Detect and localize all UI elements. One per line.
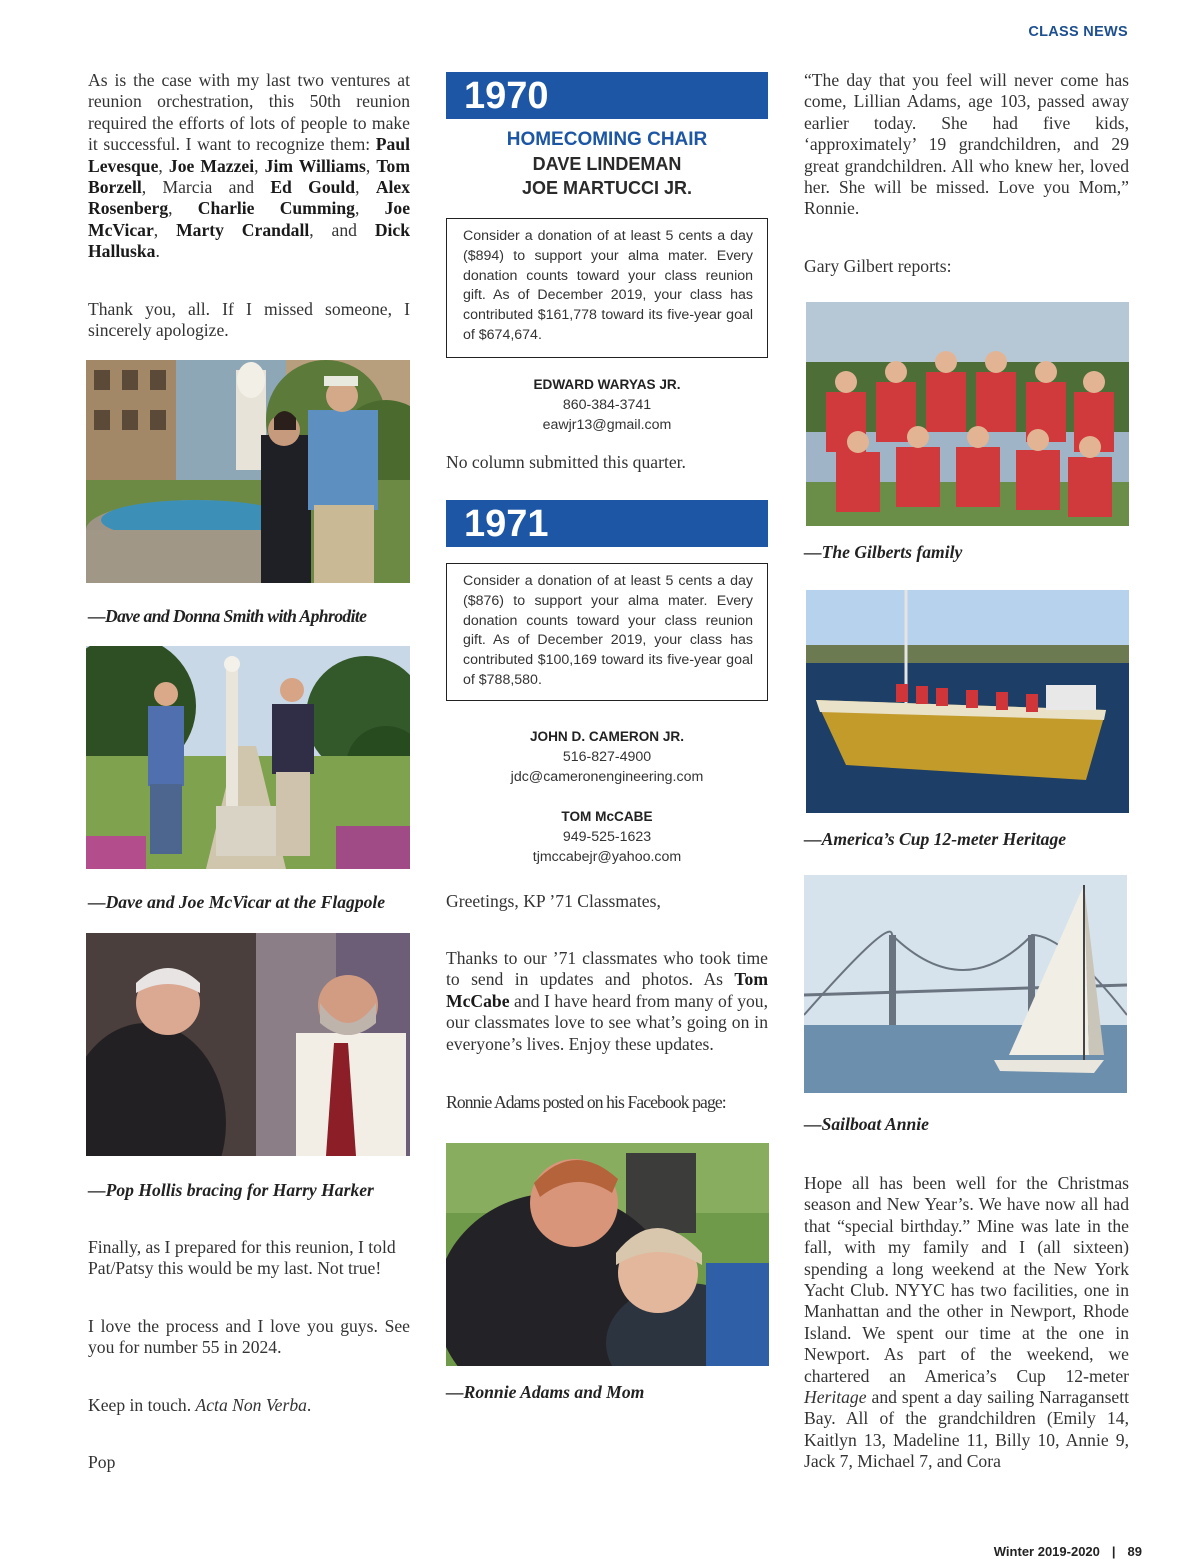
contact-name: EDWARD WARYAS JR. — [533, 377, 681, 392]
photo-gilberts-family — [806, 302, 1129, 526]
contact-email[interactable]: tjmccabejr@yahoo.com — [532, 849, 682, 865]
finally-paragraph: Finally, as I prepared for this reunion, I told Pat/Patsy this would be my last. Not true! — [88, 1237, 396, 1279]
contact-phone: 949-525-1623 — [562, 829, 652, 845]
caption-americas-cup: —America’s Cup 12-meter Heritage — [804, 829, 1067, 849]
caption-gilberts-family: —The Gilberts family — [804, 542, 963, 562]
apology-paragraph: Thank you, all. If I missed someone, I sincerely apologize. — [88, 299, 410, 341]
keep-in-touch-paragraph: Keep in touch. Acta Non Verba. — [88, 1395, 312, 1415]
caption-sailboat-annie: —Sailboat Annie — [804, 1114, 929, 1134]
facebook-paragraph: Ronnie Adams posted on his Facebook page: — [446, 1092, 726, 1112]
issue-label: Winter 2019-2020 — [993, 1544, 1100, 1559]
year-banner-1970: 1970 — [446, 72, 768, 119]
contact-email[interactable]: jdc@cameronengineering.com — [510, 769, 704, 785]
contact-phone: 860-384-3741 — [562, 397, 652, 413]
greeting-1971: Greetings, KP ’71 Classmates, — [446, 891, 661, 911]
contact-1971-cameron — [446, 727, 768, 787]
signature-pop: Pop — [88, 1452, 116, 1472]
reunion-thanks-paragraph: As is the case with my last two ventures at reunion orchestration, this 50th reunion required the efforts of lots of people to make it successful. I want to recognize them: Paul Levesque, Joe Mazzei, Jim Williams, Tom Borzell, Marcia and Ed Gould, Alex Rosenberg, Charlie Cumming, Joe McVicar, Marty Crandall, and Dick Halluska. — [88, 70, 411, 262]
page-number: 89 — [1127, 1544, 1142, 1559]
photo-ronnie-and-mom — [446, 1143, 769, 1366]
photo-flagpole — [86, 646, 410, 869]
donation-box-1970: Consider a donation of at least 5 cents a day ($894) to support your alma mater. Every donation counts toward your class reunion gift. As of December 2019, your class has contributed $161,778 toward its five-year goal of $674,674. — [446, 218, 768, 358]
homecoming-chair-name-2: JOE MARTUCCI JR. — [521, 178, 692, 198]
photo-americas-cup — [806, 590, 1129, 813]
contact-email[interactable]: eawjr13@gmail.com — [542, 417, 672, 433]
donation-box-1971: Consider a donation of at least 5 cents a day ($876) to support your alma mater. Every donation counts toward your class reunion gift. As of December 2019, your class has contributed $100,169 toward its five-year goal of $788,580. — [446, 563, 768, 701]
caption-flagpole: —Dave and Joe McVicar at the Flagpole — [88, 892, 386, 912]
homecoming-chair-name-1: DAVE LINDEMAN — [532, 154, 682, 174]
page-footer — [994, 1544, 1142, 1559]
no-column-note: No column submitted this quarter. — [446, 452, 686, 472]
contact-1971-mccabe — [446, 807, 768, 867]
gary-gilbert-reports: Gary Gilbert reports: — [804, 256, 952, 276]
year-banner-1971: 1971 — [446, 500, 768, 547]
contact-phone: 516-827-4900 — [562, 749, 652, 765]
homecoming-chair-block — [446, 128, 768, 200]
caption-ronnie-and-mom: —Ronnie Adams and Mom — [446, 1382, 645, 1402]
photo-fountain — [86, 360, 410, 583]
section-header: CLASS NEWS — [1028, 24, 1128, 40]
contact-name: TOM McCABE — [561, 809, 653, 824]
contact-name: JOHN D. CAMERON JR. — [529, 729, 685, 744]
caption-aphrodite: —Dave and Donna Smith with Aphrodite — [88, 606, 367, 626]
ronnie-quote: “The day that you feel will never come has come, Lillian Adams, age 103, passed away earlier today. She had five kids, ‘approximately’ 19 grandchildren, and 29 great grandchildren. All who knew her, loved her. She will be missed. Love you Mom,” Ronnie. — [804, 70, 1129, 219]
photo-sailboat-annie — [804, 875, 1127, 1093]
thanks-paragraph-1971: Thanks to our ’71 classmates who took time to send in updates and photos. As Tom McCabe and I have heard from many of you, our classmates love to see what’s going on in everyone’s lives. Enjoy these updates. — [446, 948, 768, 1054]
photo-pop-hollis — [86, 933, 410, 1156]
contact-1970 — [446, 375, 768, 435]
homecoming-chair-title: HOMECOMING CHAIR — [506, 129, 708, 150]
gary-update-paragraph: Hope all has been well for the Christmas season and New Year’s. We have now all had that “special birthday.” Mine was late in the fall, with my family and I (all sixteen) spending a long weekend at the New York Yacht Club. NYYC has two facilities, one in Manhattan and the other in Newport, Rhode Island. We spent our time at the one in Newport. As part of the weekend, we chartered an America’s Cup 12-meter Heritage and spent a day sailing Narragansett Bay. All of the grandchildren (Emily 14, Kaitlyn 13, Madeline 11, Billy 10, Annie 9, Jack 7, Michael 7, and Cora — [804, 1173, 1129, 1472]
love-process-paragraph: I love the process and I love you guys. See you for number 55 in 2024. — [88, 1316, 410, 1358]
caption-pop-hollis: —Pop Hollis bracing for Harry Harker — [88, 1180, 374, 1200]
footer-separator: | — [1111, 1544, 1116, 1559]
